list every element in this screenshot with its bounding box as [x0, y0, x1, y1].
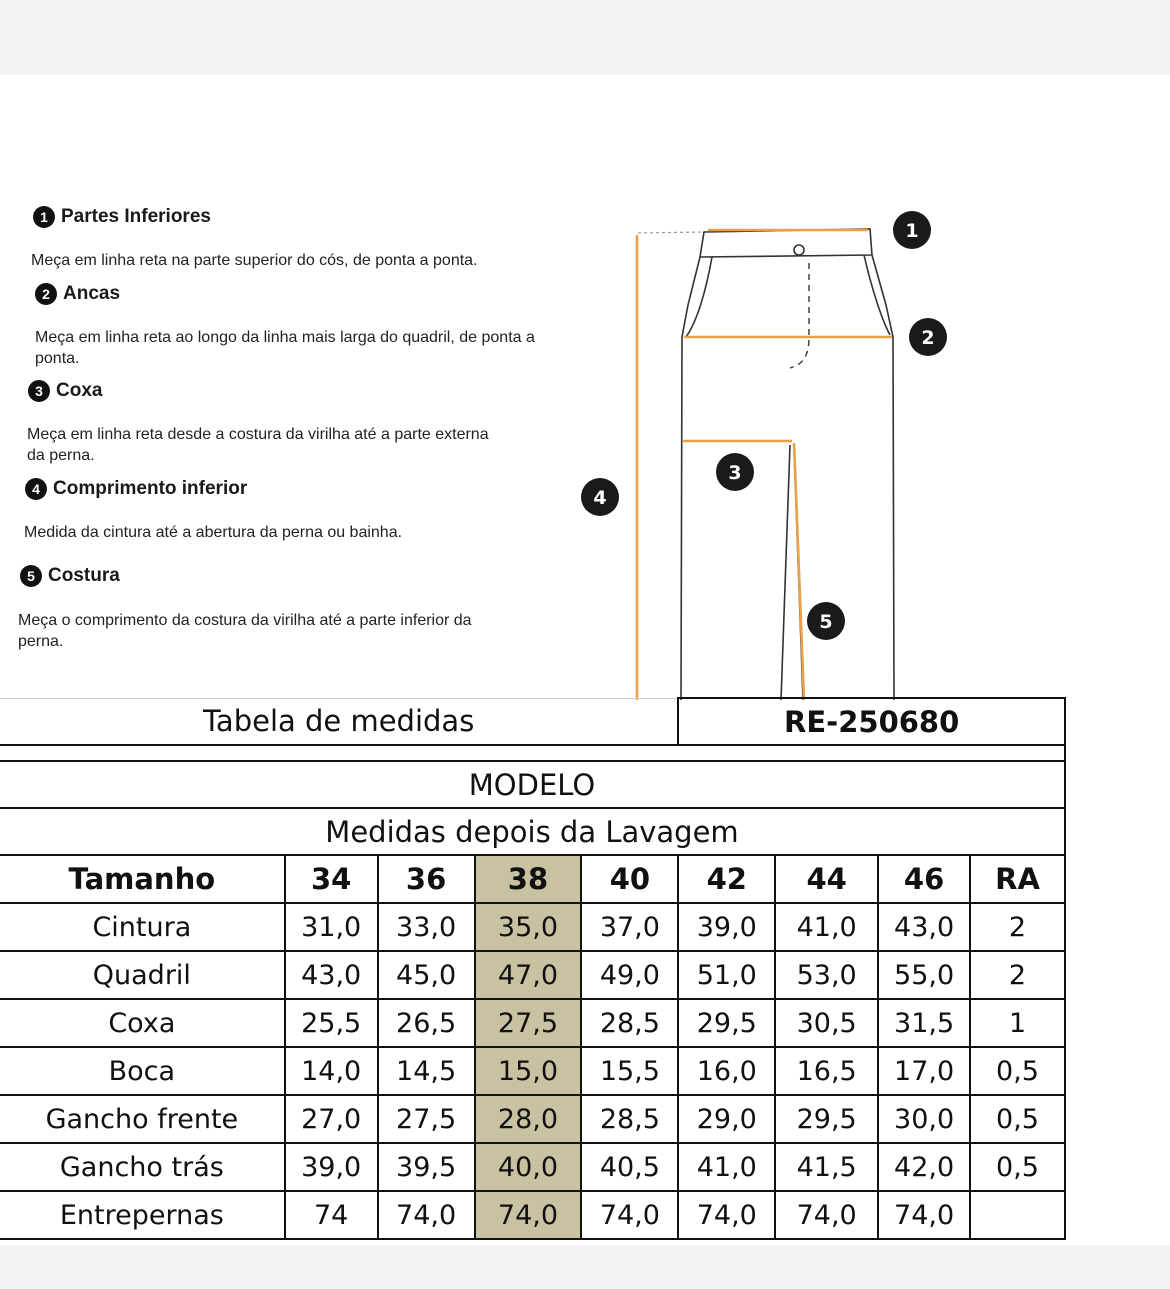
row-label: Coxa [0, 999, 285, 1047]
table-cell: 37,0 [581, 903, 678, 951]
table-cell-highlighted: 35,0 [475, 903, 582, 951]
table-cell: 41,0 [775, 903, 878, 951]
table-cell: 74 [285, 1191, 378, 1239]
table-cell-highlighted: 74,0 [475, 1191, 582, 1239]
table-gap-row [0, 745, 1065, 761]
guide-text-4: Medida da cintura até a abertura da perna ou bainha. [24, 524, 403, 541]
model-row [0, 761, 1065, 808]
pants-diagram [0, 75, 1170, 700]
guide-heading: Coxa [56, 380, 103, 401]
table-cell: 29,5 [678, 999, 775, 1047]
table-cell: 39,0 [285, 1143, 378, 1191]
table-cell: 2 [970, 951, 1065, 999]
table-cell-highlighted: 47,0 [475, 951, 582, 999]
size-cell: RA [970, 855, 1065, 903]
table-cell: 49,0 [581, 951, 678, 999]
right-pocket-outline [864, 255, 890, 335]
table-cell: 16,0 [678, 1047, 775, 1095]
row-label: Cintura [0, 903, 285, 951]
model-label: MODELO [0, 761, 1065, 808]
table-cell: 39,0 [678, 903, 775, 951]
fly-stitch [790, 263, 809, 368]
size-cell: 36 [378, 855, 475, 903]
table-cell: 14,5 [378, 1047, 475, 1095]
table-cell: 41,0 [678, 1143, 775, 1191]
table-cell: 2 [970, 903, 1065, 951]
sizes-row [0, 855, 1065, 903]
table-title: Tabela de medidas [0, 698, 678, 745]
marker-5-icon [807, 602, 845, 640]
table-cell: 14,0 [285, 1047, 378, 1095]
number-4-icon: 4 [25, 478, 47, 500]
size-cell-highlighted: 38 [475, 855, 582, 903]
table-cell: 26,5 [378, 999, 475, 1047]
table-cell: 74,0 [775, 1191, 878, 1239]
table-row [0, 951, 1065, 999]
row-label: Gancho frente [0, 1095, 285, 1143]
size-cell: 40 [581, 855, 678, 903]
size-cell: 34 [285, 855, 378, 903]
number-1-icon: 1 [33, 206, 55, 228]
table-cell: 51,0 [678, 951, 775, 999]
table-cell: 53,0 [775, 951, 878, 999]
table-cell: 40,5 [581, 1143, 678, 1191]
table-row [0, 999, 1065, 1047]
marker-2-icon [909, 318, 947, 356]
size-guide-sheet [0, 75, 1170, 1245]
table-cell: 45,0 [378, 951, 475, 999]
table-cell: 28,5 [581, 1095, 678, 1143]
svg-text:2: 2 [921, 327, 935, 349]
table-cell: 27,0 [285, 1095, 378, 1143]
guide-heading: Partes Inferiores [61, 206, 211, 227]
table-cell: 1 [970, 999, 1065, 1047]
svg-text:3: 3 [728, 462, 742, 484]
size-table [0, 697, 1066, 1240]
table-cell: 39,5 [378, 1143, 475, 1191]
table-cell: 29,0 [678, 1095, 775, 1143]
size-header: Tamanho [0, 855, 285, 903]
table-row [0, 1095, 1065, 1143]
row-label: Quadril [0, 951, 285, 999]
guide-text-1: Meça em linha reta na parte superior do cós, de ponta a ponta. [31, 252, 478, 269]
table-cell: 0,5 [970, 1047, 1065, 1095]
waistband-outline [700, 229, 872, 257]
svg-text:5: 5 [819, 611, 833, 633]
guide-text-2: Meça em linha reta ao longo da linha mais larga do quadril, de ponta a ponta. [35, 329, 535, 367]
table-cell: 25,5 [285, 999, 378, 1047]
number-3-icon: 3 [28, 380, 50, 402]
inseam-measure-line [794, 443, 804, 700]
table-cell: 55,0 [878, 951, 970, 999]
table-cell-highlighted: 28,0 [475, 1095, 582, 1143]
table-cell: 74,0 [878, 1191, 970, 1239]
table-cell: 15,5 [581, 1047, 678, 1095]
guide-text-3: Meça em linha reta desde a costura da virilha até a parte externa da perna. [27, 426, 489, 464]
table-header-row [0, 698, 1065, 745]
marker-1-icon [893, 211, 931, 249]
table-cell: 43,0 [878, 903, 970, 951]
table-cell: 42,0 [878, 1143, 970, 1191]
marker-4-icon [581, 478, 619, 516]
table-cell: 74,0 [678, 1191, 775, 1239]
table-row [0, 1143, 1065, 1191]
row-label: Entrepernas [0, 1191, 285, 1239]
table-cell-highlighted: 15,0 [475, 1047, 582, 1095]
guide-heading: Comprimento inferior [53, 478, 248, 499]
product-code: RE-250680 [678, 698, 1065, 745]
measurement-rows [0, 903, 1065, 1239]
table-cell: 0,5 [970, 1095, 1065, 1143]
svg-text:4: 4 [593, 487, 607, 509]
table-cell: 31,5 [878, 999, 970, 1047]
table-cell: 17,0 [878, 1047, 970, 1095]
table-cell: 28,5 [581, 999, 678, 1047]
length-guide-dash [638, 232, 704, 233]
table-cell: 27,5 [378, 1095, 475, 1143]
marker-3-icon [716, 453, 754, 491]
table-cell: 43,0 [285, 951, 378, 999]
subtitle-row [0, 808, 1065, 855]
table-cell-highlighted: 27,5 [475, 999, 582, 1047]
table-subtitle: Medidas depois da Lavagem [0, 808, 1065, 855]
size-cell: 46 [878, 855, 970, 903]
table-cell: 30,5 [775, 999, 878, 1047]
table-row [0, 903, 1065, 951]
table-row [0, 1047, 1065, 1095]
size-cell: 42 [678, 855, 775, 903]
guide-text-5: Meça o comprimento da costura da virilha até a parte inferior da perna. [18, 612, 472, 650]
table-cell: 41,5 [775, 1143, 878, 1191]
number-5-icon: 5 [20, 565, 42, 587]
table-cell-highlighted: 40,0 [475, 1143, 582, 1191]
table-cell: 74,0 [581, 1191, 678, 1239]
inseam-outline [781, 445, 790, 700]
table-cell: 33,0 [378, 903, 475, 951]
guide-heading: Ancas [63, 283, 121, 304]
table-cell [970, 1191, 1065, 1239]
table-cell: 74,0 [378, 1191, 475, 1239]
table-cell: 16,5 [775, 1047, 878, 1095]
table-cell: 31,0 [285, 903, 378, 951]
size-cell: 44 [775, 855, 878, 903]
table-cell: 0,5 [970, 1143, 1065, 1191]
button-icon [794, 245, 804, 255]
guide-heading: Costura [48, 565, 120, 586]
row-label: Gancho trás [0, 1143, 285, 1191]
svg-text:1: 1 [905, 220, 919, 242]
table-cell: 30,0 [878, 1095, 970, 1143]
left-leg-outline [681, 257, 700, 700]
table-row [0, 1191, 1065, 1239]
row-label: Boca [0, 1047, 285, 1095]
number-2-icon: 2 [35, 283, 57, 305]
table-cell: 29,5 [775, 1095, 878, 1143]
